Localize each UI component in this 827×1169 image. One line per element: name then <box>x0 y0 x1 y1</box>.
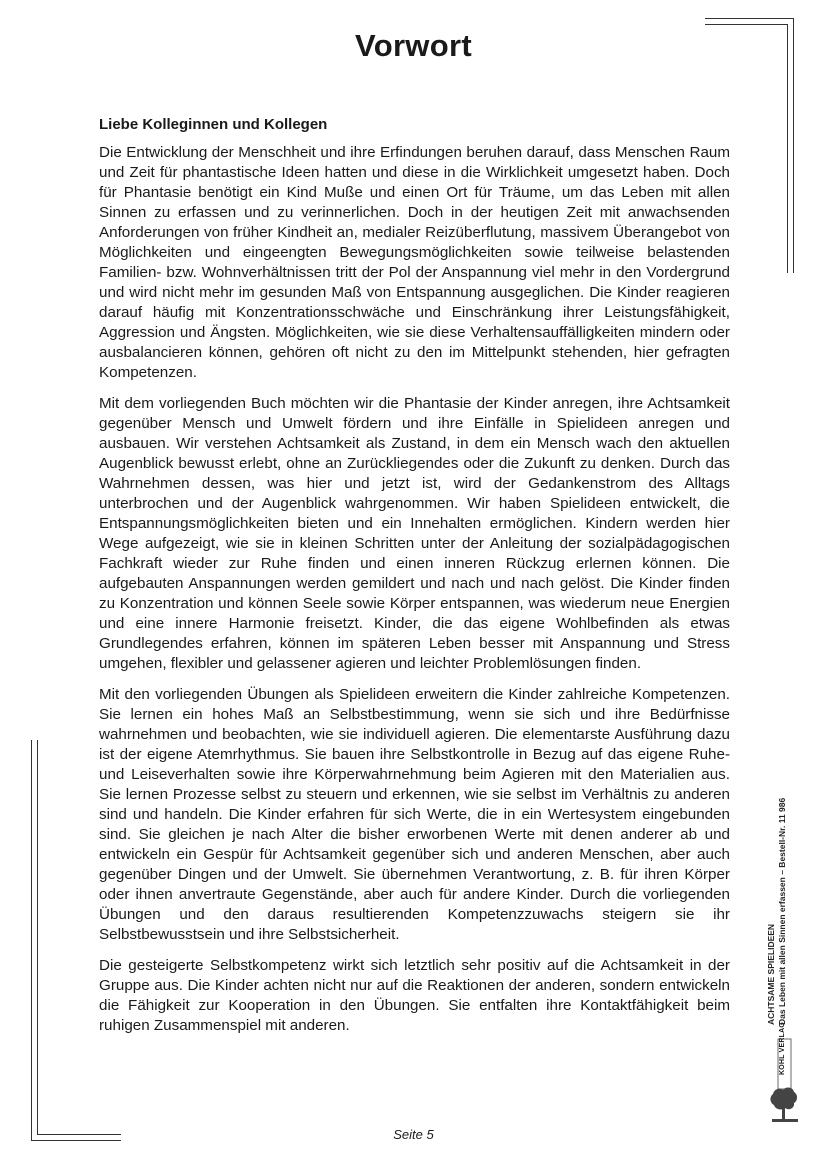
page-number: Seite 5 <box>393 1127 434 1142</box>
book-info-vertical <box>766 798 788 1025</box>
page-title: Vorwort <box>355 28 472 63</box>
paragraph: Mit den vorliegenden Übungen als Spielideen erweitern die Kinder zahlreiche Kompetenzen. Sie lernen ein hohes Maß an Selbstbestimmung, wenn sie sich und ihre Bedürfnisse wahrnehmen und beobachten, wie sie individuell agieren. Die elementarste Ausführung dazu ist der eigene Atemrhythmus. Sie bauen ihre Selbstkontrolle in Bezug auf das eigene Ruhe- und Leiseverhalten sowie ihre Körperwahrnehmung beim Agieren mit den Materialien aus. Sie lernen Prozesse selbst zu steuern und erkennen, wie sie selbst im Verhältnis zu anderen sind und handeln. Die Kinder erfahren für sich Werte, die in ein Wertesystem eingebunden sind. Sie gleichen je nach Alter die bisher erworbenen Werte mit denen anderer ab und entwickeln ein Gespür für Achtsamkeit gegenüber sich und anderen Menschen, aber auch gegenüber Dingen und der Umwelt. Sie übernehmen Verantwortung, z. B. für ihren Körper oder ihnen anvertraute Gegenstände, aber auch für andere Kinder. Durch die vorliegenden Übungen und den daraus resultierenden Kompetenzzuwachs steigern sie ihr Selbstbewusstsein und ihre Selbstsicherheit. <box>99 686 730 943</box>
paragraph: Mit dem vorliegenden Buch möchten wir die Phantasie der Kinder anregen, ihre Achtsamkeit gegenüber Mensch und Umwelt fördern und ihre Einfälle in Spielideen anregen und ausbauen. Wir verstehen Achtsamkeit als Zustand, in dem ein Mensch wach den aktuellen Augenblick bewusst erlebt, ohne an Zurückliegendes oder die Zukunft zu denken. Durch das Wahrnehmen dessen, was hier und jetzt ist, wird der Gedankenstrom des Alltags unterbrochen und der Augenblick wahrgenommen. Wir haben Spielideen entwickelt, die Entspannungsmöglichkeiten bieten und ein Innehalten ermöglichen. Kindern werden hier Wege aufgezeigt, wie sie in kleinen Schritten unter der Anleitung der sozialpädagogischen Fachkraft wieder zur Ruhe finden und einen inneren Rückzug erlernen können. Die aufgebauten Anspannungen werden gemildert und nach und nach gelöst. Die Kinder finden zu Konzentration und können Seele sowie Körper entspannen, was wiederum neue Energien und eine innere Harmonie freisetzt. Kinder, die das eigene Wohlbefinden als etwas Grundlegendes erfahren, können im späteren Leben besser mit Anspannung und Stress umgehen, flexibler und gelassener agieren und leichter Problemlösungen finden. <box>99 395 730 672</box>
publisher-name: KOHL VERLAG <box>779 1021 786 1075</box>
frame-bottom-left-inner-v <box>37 740 38 1134</box>
paragraph: Die gesteigerte Selbstkompetenz wirkt sich letztlich sehr positiv auf die Achtsamkeit in der Gruppe aus. Die Kinder achten nicht nur auf die Reaktionen der anderen, sondern entwickeln die Fähigkeit zur Kooperation in den Übungen. Sie entfalten ihre Kontaktfähigkeit beim ruhigen Zusammenspiel mit anderen. <box>99 957 730 1034</box>
book-title: ACHTSAME SPIELIDEEN <box>766 923 776 1025</box>
frame-bottom-left-outer-v <box>31 740 32 1140</box>
body-text <box>99 115 730 1047</box>
frame-top-right-outer-h <box>705 18 793 19</box>
greeting: Liebe Kolleginnen und Kollegen <box>99 116 328 133</box>
paragraph: Die Entwicklung der Menschheit und ihre Erfindungen beruhen darauf, dass Menschen Raum und Zeit für phantastische Ideen hatten und diese in die Wirklichkeit umgesetzt haben. Doch für Phantasie benötigt ein Kind Muße und einen Ort für Träume, um das Leben mit allen Sinnen zu erfassen und zu verinnerlichen. Doch in der heutigen Zeit mit anwachsenden Anforderungen von früher Kindheit an, medialer Reizüberflutung, massivem Überangebot von Möglichkeiten und eingeengten Bewegungsmöglichkeiten sowie teilweise belastenden Familien- bzw. Wohnverhältnissen tritt der Pol der Anspannung viel mehr in den Vordergrund und wird nicht mehr im gesunden Maß von Entspannung ausgeglichen. Die Kinder reagieren darauf häufig mit Konzentrationsschwäche und Einschränkung ihrer Leistungsfähigkeit, Aggression und Ängsten. Möglichkeiten, wie sie diese Verhaltensauffälligkeiten mindern oder ausbalancieren können, gehören oft nicht zu den im Mittelpunkt stehenden, hier gefragten Kompetenzen. <box>99 144 730 381</box>
book-subtitle: Das Leben mit allen Sinnen erfassen – Bestell-Nr. 11 986 <box>777 797 787 1025</box>
frame-top-right-inner-h <box>705 24 787 25</box>
